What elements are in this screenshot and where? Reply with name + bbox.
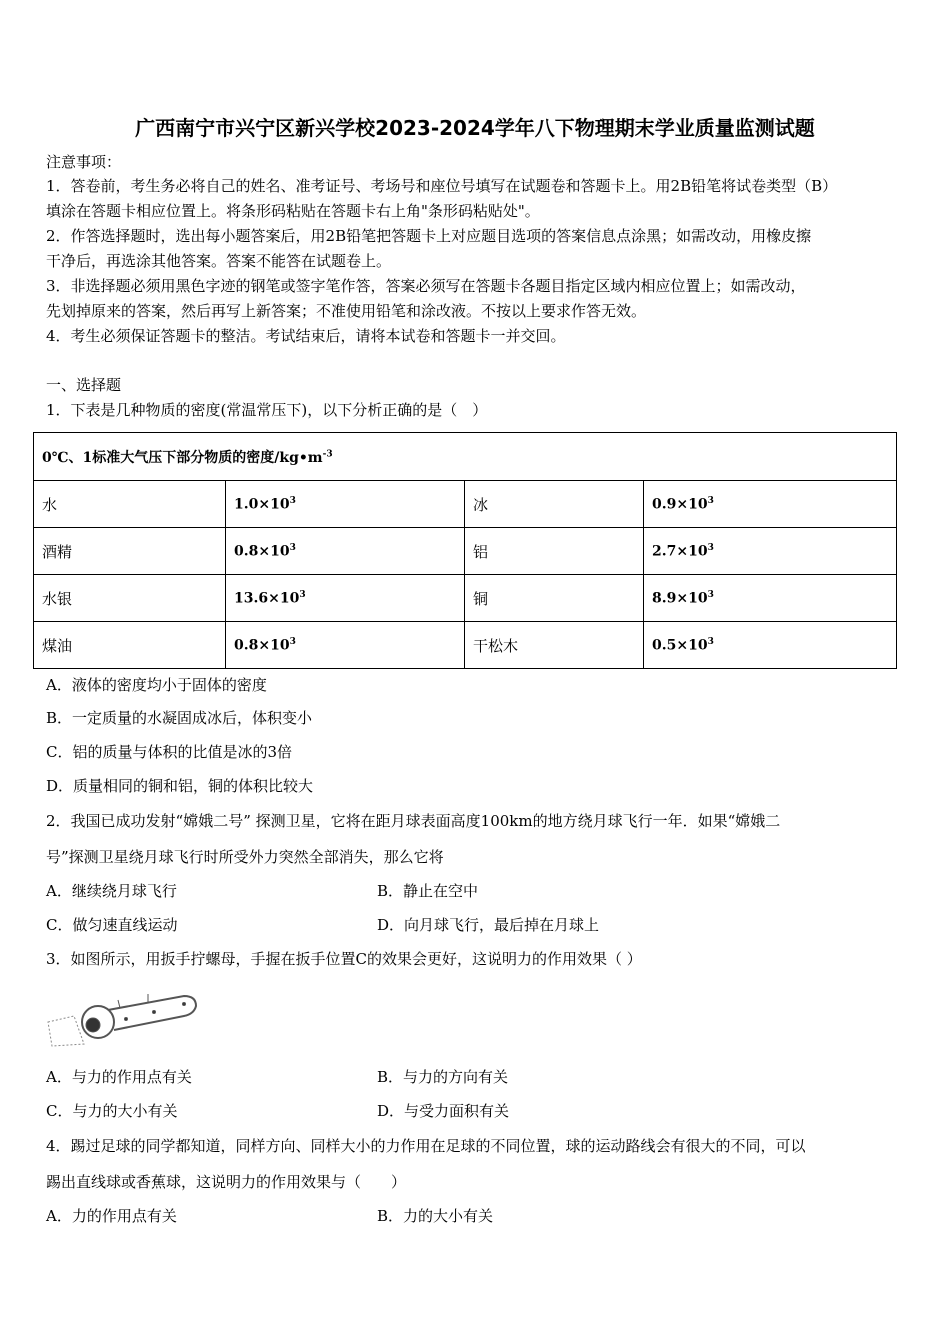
q2-option-b: B．静止在空中 — [377, 882, 479, 900]
q3-option-c: C．与力的大小有关 — [46, 1102, 178, 1120]
q3-option-a: A．与力的作用点有关 — [46, 1068, 192, 1086]
q1-option-c: C．铝的质量与体积的比值是冰的3倍 — [46, 743, 293, 761]
q4-option-b: B．力的大小有关 — [377, 1207, 494, 1225]
note-line: 2．作答选择题时，选出每小题答案后，用2B铅笔把答题卡上对应题目选项的答案信息点涂黑；如需改动，用橡皮擦 — [46, 227, 812, 245]
q1-option-b: B．一定质量的水凝固成冰后，体积变小 — [46, 709, 313, 727]
table-row: 水 $1.0\times 10^3$ 冰 $0.9\times 10^3$ — [34, 481, 897, 528]
note-line: 1．答卷前，考生务必将自己的姓名、准考证号、考场号和座位号填写在试题卷和答题卡上。用2B铅笔将试卷类型（B） — [46, 177, 838, 195]
note-line: 干净后，再选涂其他答案。答案不能答在试题卷上。 — [46, 252, 392, 270]
question-2-stem: 2．我国已成功发射“嫦娥二号” 探测卫星，它将在距月球表面高度100km的地方绕月球飞行一年．如果“嫦娥二 — [46, 812, 781, 830]
q1-option-d: D．质量相同的铜和铝，铜的体积比较大 — [46, 777, 314, 795]
q4-option-a: A．力的作用点有关 — [46, 1207, 177, 1225]
question-1-stem: 1．下表是几种物质的密度(常温常压下)，以下分析正确的是（ ） — [46, 401, 488, 419]
question-4-stem: 4．踢过足球的同学都知道，同样方向、同样大小的力作用在足球的不同位置，球的运动路线会有很大的不同，可以 — [46, 1137, 806, 1155]
q3-option-b: B．与力的方向有关 — [377, 1068, 509, 1086]
q2-option-c: C．做匀速直线运动 — [46, 916, 178, 934]
notes-heading: 注意事项： — [46, 153, 122, 171]
table-row: 酒精 $0.8\times 10^3$ 铝 $2.7\times 10^3$ — [34, 528, 897, 575]
note-line: 3．非选择题必须用黑色字迹的钢笔或签字笔作答，答案必须写在答题卡各题目指定区域内相应位置上；如需改动， — [46, 277, 806, 295]
q1-option-a: A．液体的密度均小于固体的密度 — [46, 676, 267, 694]
q2-option-a: A．继续绕月球飞行 — [46, 882, 177, 900]
question-3-stem: 3．如图所示，用扳手拧螺母，手握在扳手位置C的效果会更好，这说明力的作用效果（ ） — [46, 950, 642, 968]
wrench-figure — [44, 992, 204, 1052]
question-4-stem-cont: 踢出直线球或香蕉球，这说明力的作用效果与（ ） — [46, 1173, 407, 1191]
table-row: 水银 $13.6\times 10^3$ 铜 $8.9\times 10^3$ — [34, 575, 897, 622]
note-line: 填涂在答题卡相应位置上。将条形码粘贴在答题卡右上角"条形码粘贴处"。 — [46, 202, 540, 220]
note-line: 先划掉原来的答案，然后再写上新答案；不准使用铅笔和涂改液。不按以上要求作答无效。 — [46, 302, 647, 320]
question-2-stem-cont: 号”探测卫星绕月球飞行时所受外力突然全部消失，那么它将 — [46, 848, 444, 866]
q3-option-d: D．与受力面积有关 — [377, 1102, 510, 1120]
page-title: 广西南宁市兴宁区新兴学校2023-2024学年八下物理期末学业质量监测试题 — [135, 116, 815, 140]
section-heading: 一、选择题 — [46, 376, 122, 394]
density-table — [33, 432, 897, 669]
table-caption: 0℃、1标准大气压下部分物质的密度$/kg•m^{-3}$ — [34, 433, 897, 481]
q2-option-d: D．向月球飞行，最后掉在月球上 — [377, 916, 600, 934]
note-line: 4．考生必须保证答题卡的整洁。考试结束后，请将本试卷和答题卡一并交回。 — [46, 327, 566, 345]
table-row: 煤油 $0.8\times 10^3$ 干松木 $0.5\times 10^3$ — [34, 622, 897, 669]
